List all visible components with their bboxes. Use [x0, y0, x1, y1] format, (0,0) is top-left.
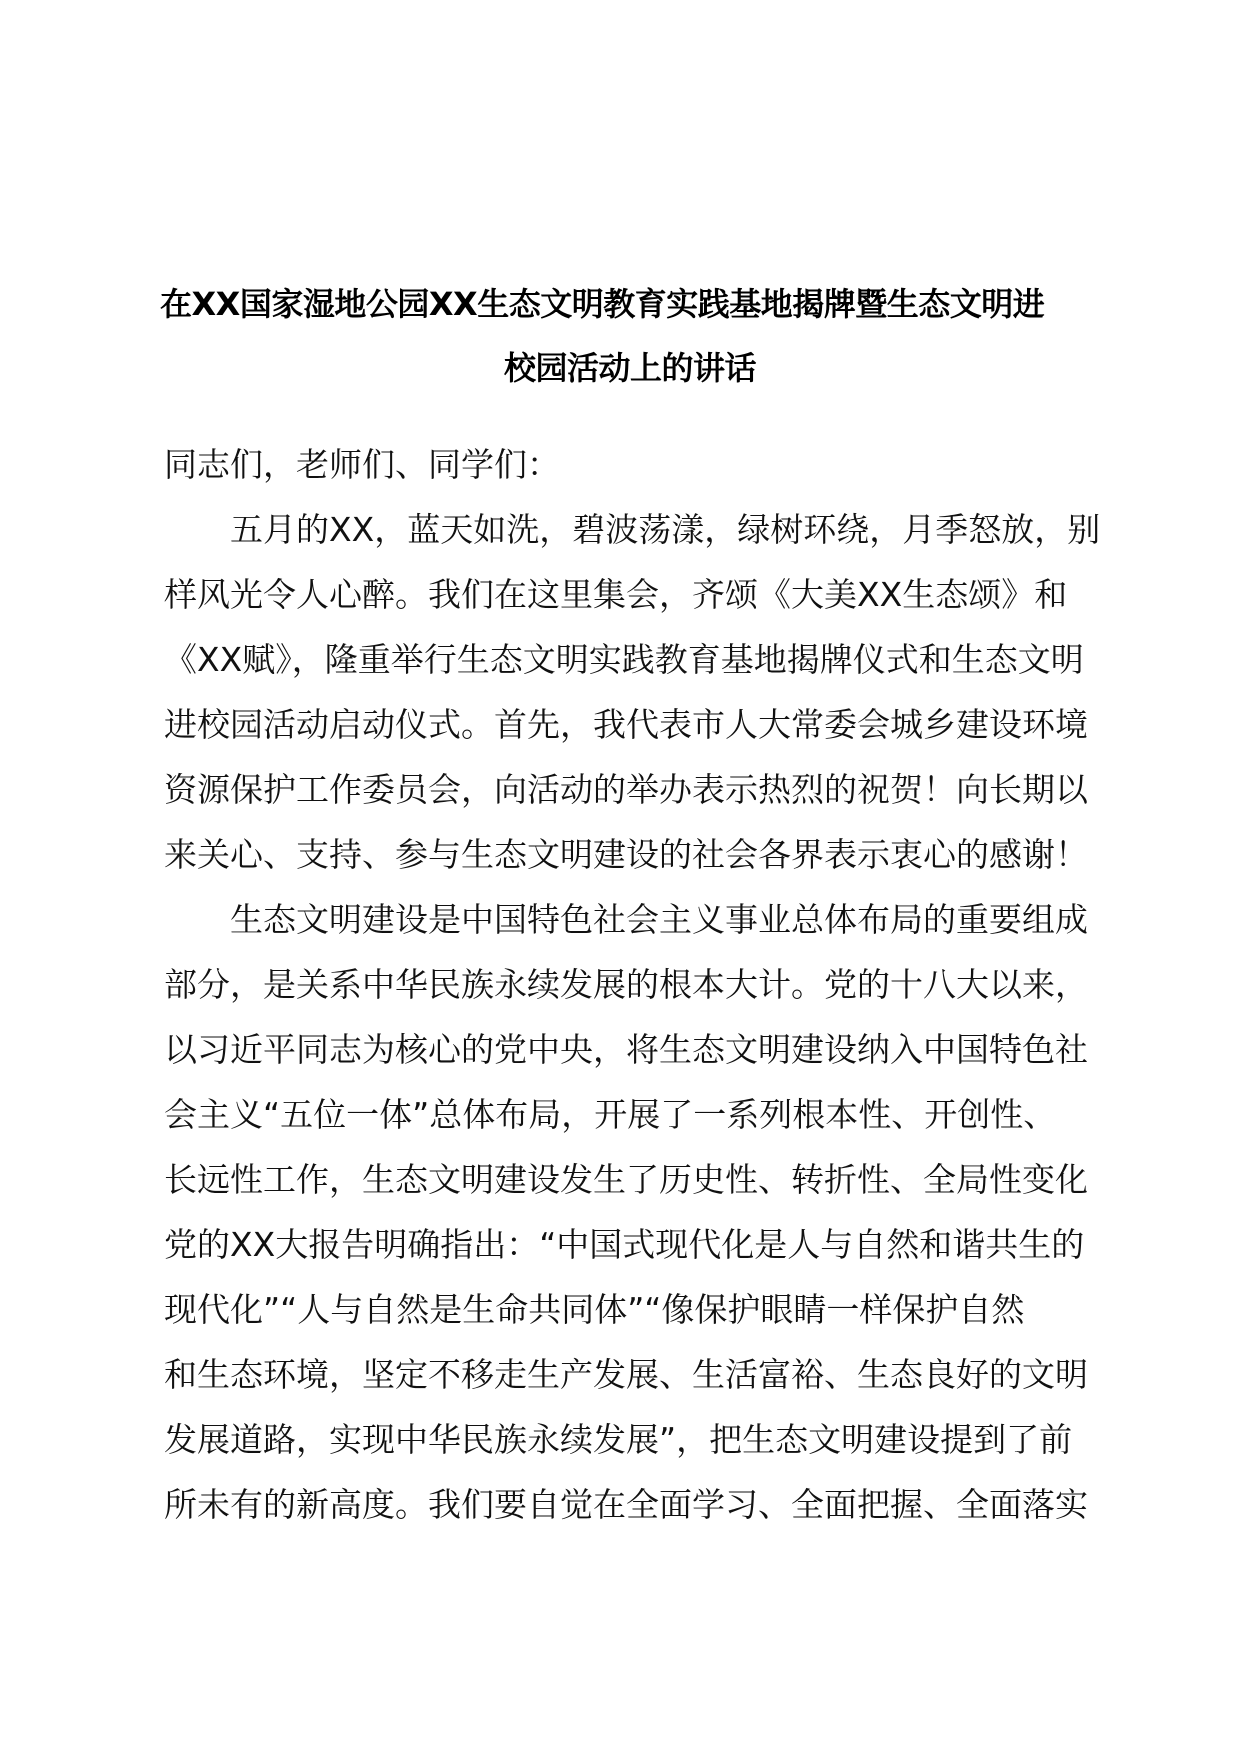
paragraph-1 [164, 497, 1104, 887]
paragraph-2 [164, 887, 1104, 1537]
title-line-1: 在XX国家湿地公园XX生态文明教育实践基地揭牌暨生态文明进 [160, 285, 1045, 323]
paragraph-1-line-4: 进校园活动启动仪式。首先，我代表市人大常委会城乡建设环境 [164, 705, 1088, 744]
paragraph-2-line-2: 部分，是关系中华民族永续发展的根本大计。党的十八大以来， [164, 965, 1088, 1004]
paragraph-2-line-9: 发展道路，实现中华民族永续发展”，把生态文明建设提到了前 [164, 1420, 1073, 1459]
paragraph-2-line-8: 和生态环境，坚定不移走生产发展、生活富裕、生态良好的文明 [164, 1355, 1088, 1394]
paragraph-2-line-1: 生态文明建设是中国特色社会主义事业总体布局的重要组成 [230, 900, 1088, 939]
document-title [160, 272, 1100, 400]
title-line-2: 校园活动上的讲话 [503, 349, 756, 387]
paragraph-2-line-3: 以习近平同志为核心的党中央，将生态文明建设纳入中国特色社 [164, 1030, 1088, 1069]
paragraph-2-line-7: 现代化”“人与自然是生命共同体”“像保护眼睛一样保护自然 [164, 1290, 1025, 1329]
salutation: 同志们，老师们、同学们： [164, 445, 560, 484]
paragraph-1-line-5: 资源保护工作委员会，向活动的举办表示热烈的祝贺！向长期以 [164, 770, 1088, 809]
paragraph-1-line-2: 样风光令人心醉。我们在这里集会，齐颂《大美XX生态颂》和 [164, 575, 1068, 614]
paragraph-1-line-6: 来关心、支持、参与生态文明建设的社会各界表示衷心的感谢！ [164, 835, 1088, 874]
paragraph-2-line-6: 党的XX大报告明确指出：“中国式现代化是人与自然和谐共生的 [164, 1225, 1085, 1264]
paragraph-2-line-5: 长远性工作，生态文明建设发生了历史性、转折性、全局性变化 [164, 1160, 1088, 1199]
paragraph-1-line-3: 《XX赋》，隆重举行生态文明实践教育基地揭牌仪式和生态文明 [164, 640, 1084, 679]
document-body [164, 432, 1104, 1537]
paragraph-1-line-1: 五月的XX，蓝天如洗，碧波荡漾，绿树环绕，月季怒放，别 [230, 510, 1101, 549]
paragraph-2-line-10: 所未有的新高度。我们要自觉在全面学习、全面把握、全面落实 [164, 1485, 1088, 1524]
paragraph-2-line-4: 会主义“五位一体”总体布局，开展了一系列根本性、开创性、 [164, 1095, 1057, 1134]
